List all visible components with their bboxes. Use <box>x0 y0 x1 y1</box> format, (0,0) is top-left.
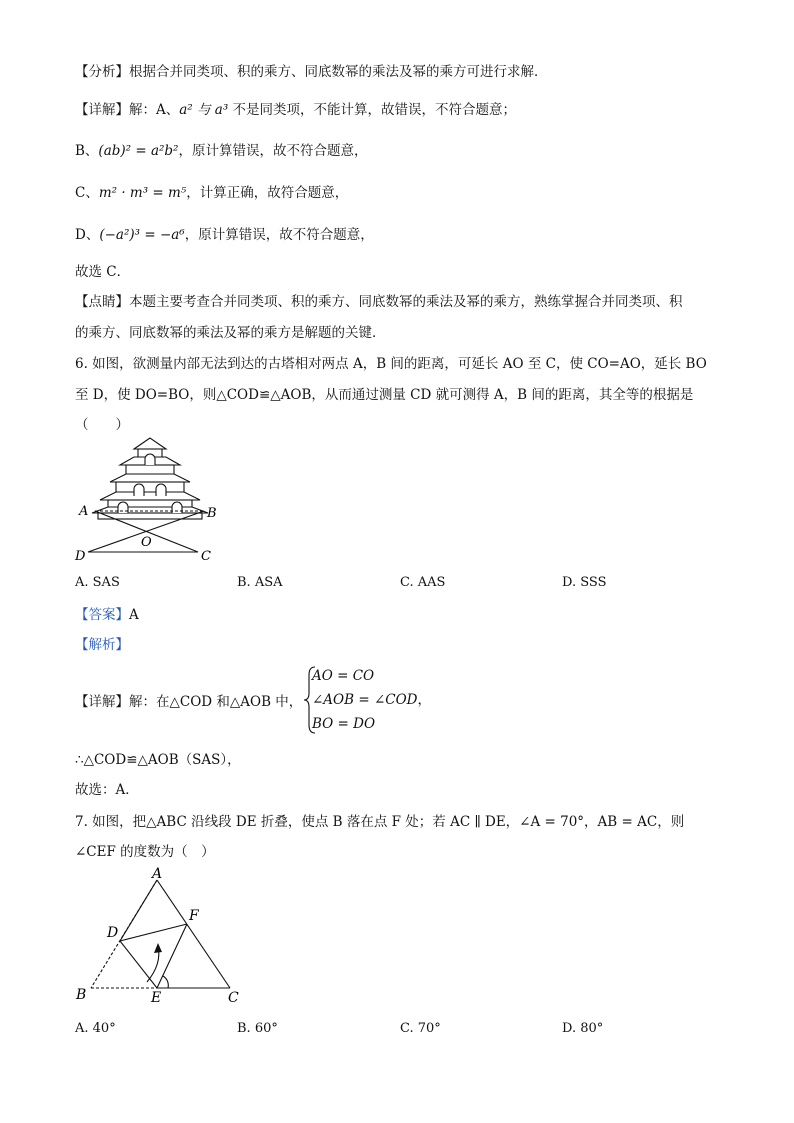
q5-option-b <box>75 141 367 161</box>
b-text: ，原计算错误，故不符合题意， <box>178 143 368 159</box>
c-math: m² · m³ = m⁵ <box>98 185 187 201</box>
q7-option-a: A. 40° <box>75 1021 116 1036</box>
system-row-1: AO = CO <box>312 668 375 684</box>
system-row-3: BO = DO <box>312 716 376 732</box>
q6-analysis-tag <box>75 635 129 655</box>
fig7-label-b: B <box>76 987 87 1003</box>
q5-comment-line2: 的乘方、同底数幂的乘法及幂的乘方是解题的关键． <box>75 325 386 341</box>
detail-a-text: 不是同类项，不能计算，故错误，不符合题意； <box>228 102 517 118</box>
q5-conclusion: 故选 C． <box>75 264 131 280</box>
q5-option-d <box>75 225 374 245</box>
c-text: ，计算正确，故符合题意， <box>186 185 349 201</box>
q6-therefore: ∴△COD≌△AOB（SAS）， <box>75 752 241 768</box>
q5-analysis <box>75 62 548 82</box>
answer-tag: 【答案】 <box>75 607 129 623</box>
q6-option-d: D. SSS <box>562 575 607 590</box>
fig7-label-f: F <box>189 908 199 924</box>
fig6-label-a: A <box>79 504 89 519</box>
detail-tag: 【详解】 <box>75 694 129 710</box>
q7-option-c: C. 70° <box>400 1021 441 1036</box>
q6-answer <box>75 605 139 625</box>
q5-comment-line1 <box>75 292 683 312</box>
d-text: ，原计算错误，故不符合题意， <box>184 227 374 243</box>
d-prefix: D、 <box>75 227 100 243</box>
q7-stem-line2: ∠CEF 的度数为（ ） <box>75 844 215 860</box>
b-math: (ab)² = a²b² <box>98 143 179 159</box>
fig7-label-e: E <box>151 990 162 1006</box>
q6-stem-line2: 至 D，使 DO=BO，则△COD≌△AOB，从而通过测量 CD 就可测得 A，B 间的距离，其全等的根据是 <box>75 387 694 403</box>
comment-tag: 【点睛】 <box>75 294 129 310</box>
system-tail: ， <box>417 692 431 708</box>
b-prefix: B、 <box>75 143 99 159</box>
analysis-tag: 【分析】 <box>75 64 129 80</box>
fig7-label-a: A <box>152 866 163 882</box>
d-math: (−a²)³ = −a⁶ <box>99 227 185 243</box>
q7-option-d: D. 80° <box>562 1021 604 1036</box>
analysis-text: 根据合并同类项、积的乘方、同底数幂的乘法及幂的乘方可进行求解． <box>129 64 548 80</box>
fig6-label-c: C <box>201 549 211 564</box>
q7-option-b: B. 60° <box>237 1021 278 1036</box>
q7-stem-line1: 7. 如图，把△ABC 沿线段 DE 折叠，使点 B 落在点 F 处；若 AC ∥ DE，∠A = 70°，AB = AC，则 <box>75 814 685 830</box>
c-prefix: C、 <box>75 185 99 201</box>
fig7-label-c: C <box>228 990 239 1006</box>
fig6-label-b: B <box>207 506 217 521</box>
detail-text: 解：在△COD 和△AOB 中， <box>129 694 303 710</box>
pagoda-figure <box>70 435 230 567</box>
fig6-label-d: D <box>75 549 86 564</box>
answer-value: A <box>129 607 139 623</box>
comment-text-1: 本题主要考查合并同类项、积的乘方、同底数幂的乘法及幂的乘方，熟练掌握合并同类项、积 <box>129 294 683 310</box>
system-equations <box>312 664 431 736</box>
detail-a-prefix: 解：A、 <box>129 102 180 118</box>
detail-a-math: a² 与 a³ <box>179 102 229 118</box>
system-row-2: ∠AOB = ∠COD， <box>312 692 431 708</box>
q6-option-b: B. ASA <box>237 575 283 590</box>
q6-detail <box>75 692 302 712</box>
q6-conclusion: 故选：A． <box>75 782 139 798</box>
q5-detail-a <box>75 100 516 120</box>
fig7-label-d: D <box>107 925 119 941</box>
q6-stem-line3: （ ） <box>75 417 129 433</box>
q6-option-c: C. AAS <box>400 575 446 590</box>
fold-triangle-figure <box>70 866 260 1006</box>
analysis-tag: 【解析】 <box>75 637 129 653</box>
detail-tag: 【详解】 <box>75 102 129 118</box>
q6-stem-line1: 6. 如图，欲测量内部无法到达的古塔相对两点 A，B 间的距离，可延长 AO 至 C，使 CO=AO，延长 BO <box>75 356 707 372</box>
fig6-label-o: O <box>141 535 152 550</box>
q6-option-a: A. SAS <box>75 575 120 590</box>
q5-option-c <box>75 183 348 203</box>
